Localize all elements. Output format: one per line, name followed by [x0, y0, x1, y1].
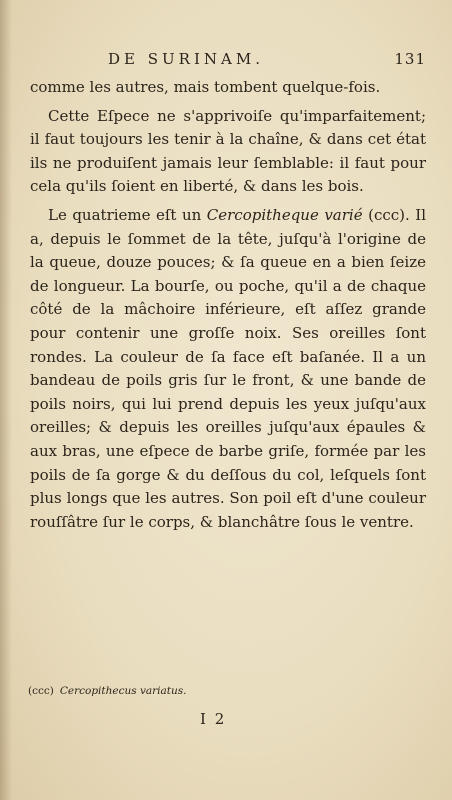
- continued-paragraph: comme les autres, mais tombent quelque-fois.: [30, 78, 381, 96]
- paragraph-2: [30, 204, 426, 534]
- footnote-text: Cercopithecus variatus.: [59, 685, 187, 697]
- footnote-mark: (ccc): [28, 685, 54, 697]
- body-text: [30, 76, 426, 534]
- paragraph-2-start: Le quatrieme eſt un: [48, 205, 207, 224]
- page-gutter-shadow: [0, 0, 12, 800]
- signature-mark: I 2: [200, 710, 227, 728]
- text-block: [30, 48, 426, 534]
- paragraph-2-rest: (ccc). Il a, depuis le ſommet de la tête, juſqu'à l'origine de la queue, douze pouces; & ſa queue en a bien ſeize de longueur. La bourſe, ou poche, qu'il a de chaque côté de la mâchoire inférieure, eſt aſſez grande pour contenir une groſſe noix. Ses oreilles ſont rondes. La couleur de ſa face eſt baſanée. Il a un bandeau de poils gris ſur le front, & une bande de poils noirs, qui lui prend depuis les yeux juſqu'aux oreilles; & depuis les oreilles juſqu'aux épaules & aux bras, une eſpece de barbe griſe, formée par les poils de ſa gorge & du deſſous du col, leſquels ſont plus longs que les autres. Son poil eſt d'une couleur rouſſâtre ſur le corps, & blanchâtre ſous le ventre.: [30, 205, 426, 531]
- paragraph-1: Cette Eſpece ne s'apprivoiſe qu'imparfaitement; il faut toujours les tenir à la chaîne, & dans cet état ils ne produiſent jamais leur ſemblable: il faut pour cela qu'ils ſoient en liberté, & dans les bois.: [30, 106, 426, 196]
- running-title: DE SURINAM.: [108, 50, 264, 68]
- running-header: [30, 48, 426, 76]
- page-number: 131: [394, 50, 426, 68]
- species-name-italic: Cercopitheque varié: [206, 205, 363, 224]
- footnote: [28, 685, 187, 697]
